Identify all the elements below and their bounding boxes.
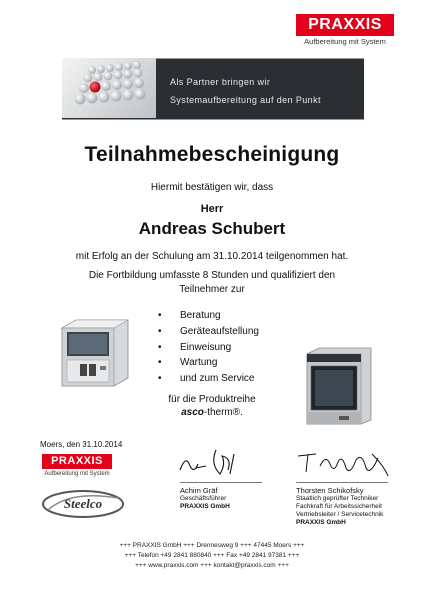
steelco-logo [40,488,126,520]
signature-1-icon [176,444,256,480]
signer-1-company: PRAXXIS GmbH [180,503,230,510]
intro-text: Hiermit bestätigen wir, dass [150,182,274,193]
signer-2-role-3: Vertriebsleiter / Servicetechnik [296,511,384,518]
signature-1-line [180,482,262,483]
washer-standing-icon [303,346,375,426]
steelco-logo-text: Steelco [63,496,103,511]
praxxis-logo-subtitle: Aufbereitung mit System [304,37,386,46]
participant-name: Andreas Schubert [138,219,286,238]
product-brand: asco [181,407,204,418]
list-item: • und zum Service [158,371,259,387]
praxxis-logo-small: PRAXXIS [42,454,112,469]
banner-line-1: Als Partner bringen wir [170,77,271,87]
salutation: Herr [200,203,224,215]
banner-text [170,74,321,108]
scope-line-1: Die Fortbildung umfasste 8 Stunden und qualifiziert den [88,270,336,281]
footer-web: +++ www.praxxis.com +++ kontakt@praxxis.com +++ [135,562,289,569]
signature-2-icon [294,446,394,480]
list-item: • Beratung [158,308,259,324]
list-item: • Einweisung [158,340,259,356]
place-date: Moers, den 31.10.2014 [40,440,123,449]
praxxis-logo: PRAXXIS [296,14,394,36]
signer-2-role-2: Fachkraft für Arbeitssicherheit [296,503,382,510]
signer-1-block [180,486,230,511]
washer-tabletop-icon [58,318,130,388]
scope-line-2: Teilnehmer zur [179,284,245,295]
page-title: Teilnahmebescheinigung [84,143,340,166]
completion-text: mit Erfolg an der Schulung am 31.10.2014 teilgenommen hat. [75,251,349,262]
signer-1-role: Geschäftsführer [180,495,227,502]
signer-2-company: PRAXXIS GmbH [296,519,346,526]
banner-line-2: Systemaufbereitung auf den Punkt [170,95,321,105]
list-item: • Wartung [158,355,259,371]
product-suffix: -therm®. [203,407,243,418]
signature-2-line [296,482,388,483]
signer-2-role-1: Staatlich geprüfter Techniker [296,495,379,502]
list-item: • Geräteaufstellung [158,324,259,340]
signer-2-name: Thorsten Schikofsky [296,486,364,495]
praxxis-logo-small-subtitle: Aufbereitung mit System [44,471,110,477]
balls-icon [62,58,156,118]
balls-image [62,58,156,118]
footer-address: +++ PRAXXIS GmbH +++ Drennesweg 9 +++ 47445 Moers +++ [119,542,305,549]
topic-list [158,308,259,387]
signer-1-name: Achim Gräf [180,486,218,495]
footer [0,541,424,571]
footer-phone: +++ Telefon +49 2841 880840 +++ Fax +49 2841 97381 +++ [124,552,300,559]
signer-2-block [296,486,383,527]
product-intro: für die Produktreihe [168,394,256,405]
